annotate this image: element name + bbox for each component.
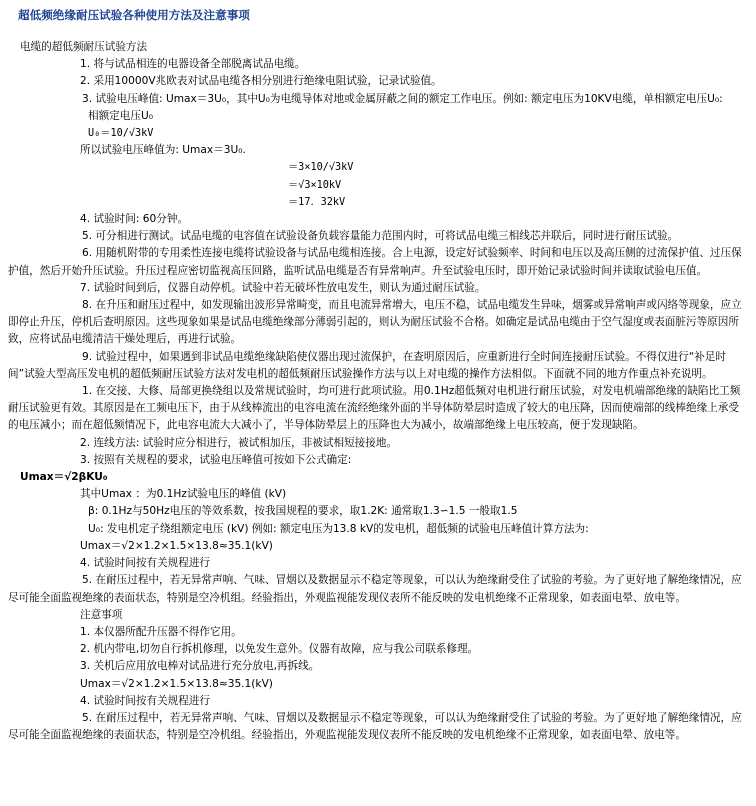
paragraph-line: 注意事项 [80,608,123,621]
paragraph-line: ＝√3×10kV [288,179,342,191]
paragraph-line: 5. 在耐压过程中，若无异常声响、气味、冒烟以及数据显示不稳定等现象，可以认为绝缘耐受住了试验的考验。为了更好地了解绝缘情况，应尽可能全面监视绝缘的表面状态，特别是空冷机组。经验指出，外观监视能发现仪表所不能反映的发电机绝缘不正常现象，如表面电晕、放电等。 [8,574,742,604]
page-title: 超低频绝缘耐压试验各种使用方法及注意事项 [18,8,250,22]
paragraph-line: 7. 试验时间到后，仪器自动停机。试验中若无破坏性放电发生，则认为通过耐压试验。 [80,281,486,294]
paragraph-line: 1. 在交接、大修、局部更换绕组以及常规试验时，均可进行此项试验。用0.1Hz超低频对电机进行耐压试验，对发电机端部绝缘的缺陷比工频耐压试验更有效。其原因是在工频电压下，由于从线棒流出的电容电流在流经绝缘外面的半导体防晕层时造成了较大的电压降，因而使端部的线棒绝缘上承受的电压减小；而在超低频情况下，此电容电流大大减小了，半导体防晕层上的压降也大为减小，故端部绝缘上电压较高，便于发现缺陷。 [8,385,741,432]
paragraph-line: 1. 将与试品相连的电器设备全部脱离试品电缆。 [80,58,306,71]
paragraph-line: 3. 按照有关规程的要求，试验电压峰值可按如下公式确定: [80,453,352,466]
paragraph-line: 8. 在升压和耐压过程中，如发现输出波形异常畸变，而且电流异常增大，电压不稳，试品电缆发生异味，烟雾或异常响声或闪络等现象，应立即停止升压，停机后查明原因。这些现象如果是试品电缆绝缘部分薄弱引起的，则认为耐压试验不合格。如确定是试品电缆由于空气湿度或表面脏污等原因所致，应将试品电缆清洁干燥处理后，再进行试验。 [8,299,742,346]
paragraph-line: 6. 用随机附带的专用柔性连接电缆将试验设备与试品电缆相连接。合上电源，设定好试验频率、时间和电压以及高压侧的过流保护值、过压保护值，然后开始升压试验。升压过程应密切监视高压回路，监听试品电缆是否有异常响声。升至试验电压时，即开始记录试验时间并读取试验电压值。 [8,247,742,277]
paragraph-line: 5. 可分相进行测试。试品电缆的电容值在试验设备负载容量能力范围内时，可将试品电缆三相线芯并联后，同时进行耐压试验。 [82,230,679,243]
paragraph-line: 3. 关机后应用放电棒对试品进行充分放电,再拆线。 [80,660,320,673]
document-body [8,39,748,744]
paragraph-line: 9. 试验过程中，如果遇到非试品电缆绝缘缺陷使仪器出现过流保护，在查明原因后，应重新进行全时间连接耐压试验。不得仅进行“补足时间”试验大型高压发电机的超低频耐压试验方法对发电机的超低频耐压试验操作方法与以上对电缆的操作方法相似。下面就不同的地方作重点补充说明。 [8,350,726,380]
paragraph-line: 4. 试验时间按有关规程进行 [80,694,211,707]
paragraph-line: 电缆的超低频耐压试验方法 [20,41,148,53]
paragraph-line: 2. 机内带电,切勿自行拆机修理，以免发生意外。仪器有故障，应与我公司联系修理。 [80,643,479,656]
paragraph-line: 1. 本仪器所配升压器不得作它用。 [80,625,242,638]
paragraph-line: 3. 试验电压峰值: Umax＝3U₀，其中U₀为电缆导体对地或金属屏蔽之间的额定工作电压。例如: 额定电压为10KV电缆，单相额定电压U₀: [82,92,723,105]
paragraph-line: 其中Umax ：为0.1Hz试验电压的峰值 (kV) [80,488,287,501]
paragraph-line: U₀＝10/√3kV [88,128,154,140]
paragraph-line: 相额定电压U₀ [88,109,153,122]
paragraph-line: U₀: 发电机定子绕组额定电压 (kV) 例如: 额定电压为13.8 kV的发电机，超低频的试验电压峰值计算方法为: [88,522,589,535]
paragraph-line: β: 0.1Hz与50Hz电压的等效系数，按我国规程的要求，取1.2K: 通常取1.3∽1.5 一般取1.5 [88,505,518,518]
paragraph-line: ＝3×10/√3kV [288,162,354,174]
paragraph-line: 所以试验电压峰值为: Umax＝3U₀. [80,144,246,157]
paragraph-line: Umax＝√2×1.2×1.5×13.8≈35.1(kV) [80,539,273,552]
paragraph-line: 5. 在耐压过程中，若无异常声响、气味、冒烟以及数据显示不稳定等现象，可以认为绝缘耐受住了试验的考验。为了更好地了解绝缘情况，应尽可能全面监视绝缘的表面状态，特别是空冷机组。经验指出，外观监视能发现仪表所不能反映的发电机绝缘不正常现象，如表面电晕、放电等。 [8,711,742,742]
paragraph-line: Umax＝√2βKU₀ [20,471,108,484]
paragraph-line: ＝17．32kV [288,196,346,208]
paragraph-line: 2. 采用10000V兆欧表对试品电缆各相分别进行绝缘电阻试验，记录试验值。 [80,75,442,88]
paragraph-line: 4. 试验时间按有关规程进行 [80,557,211,570]
paragraph-line: Umax＝√2×1.2×1.5×13.8≈35.1(kV) [80,677,273,690]
paragraph-line: 2. 连线方法: 试验时应分相进行，被试相加压，非被试相短接接地。 [80,436,398,449]
paragraph-line: 4. 试验时间: 60分钟。 [80,213,189,226]
